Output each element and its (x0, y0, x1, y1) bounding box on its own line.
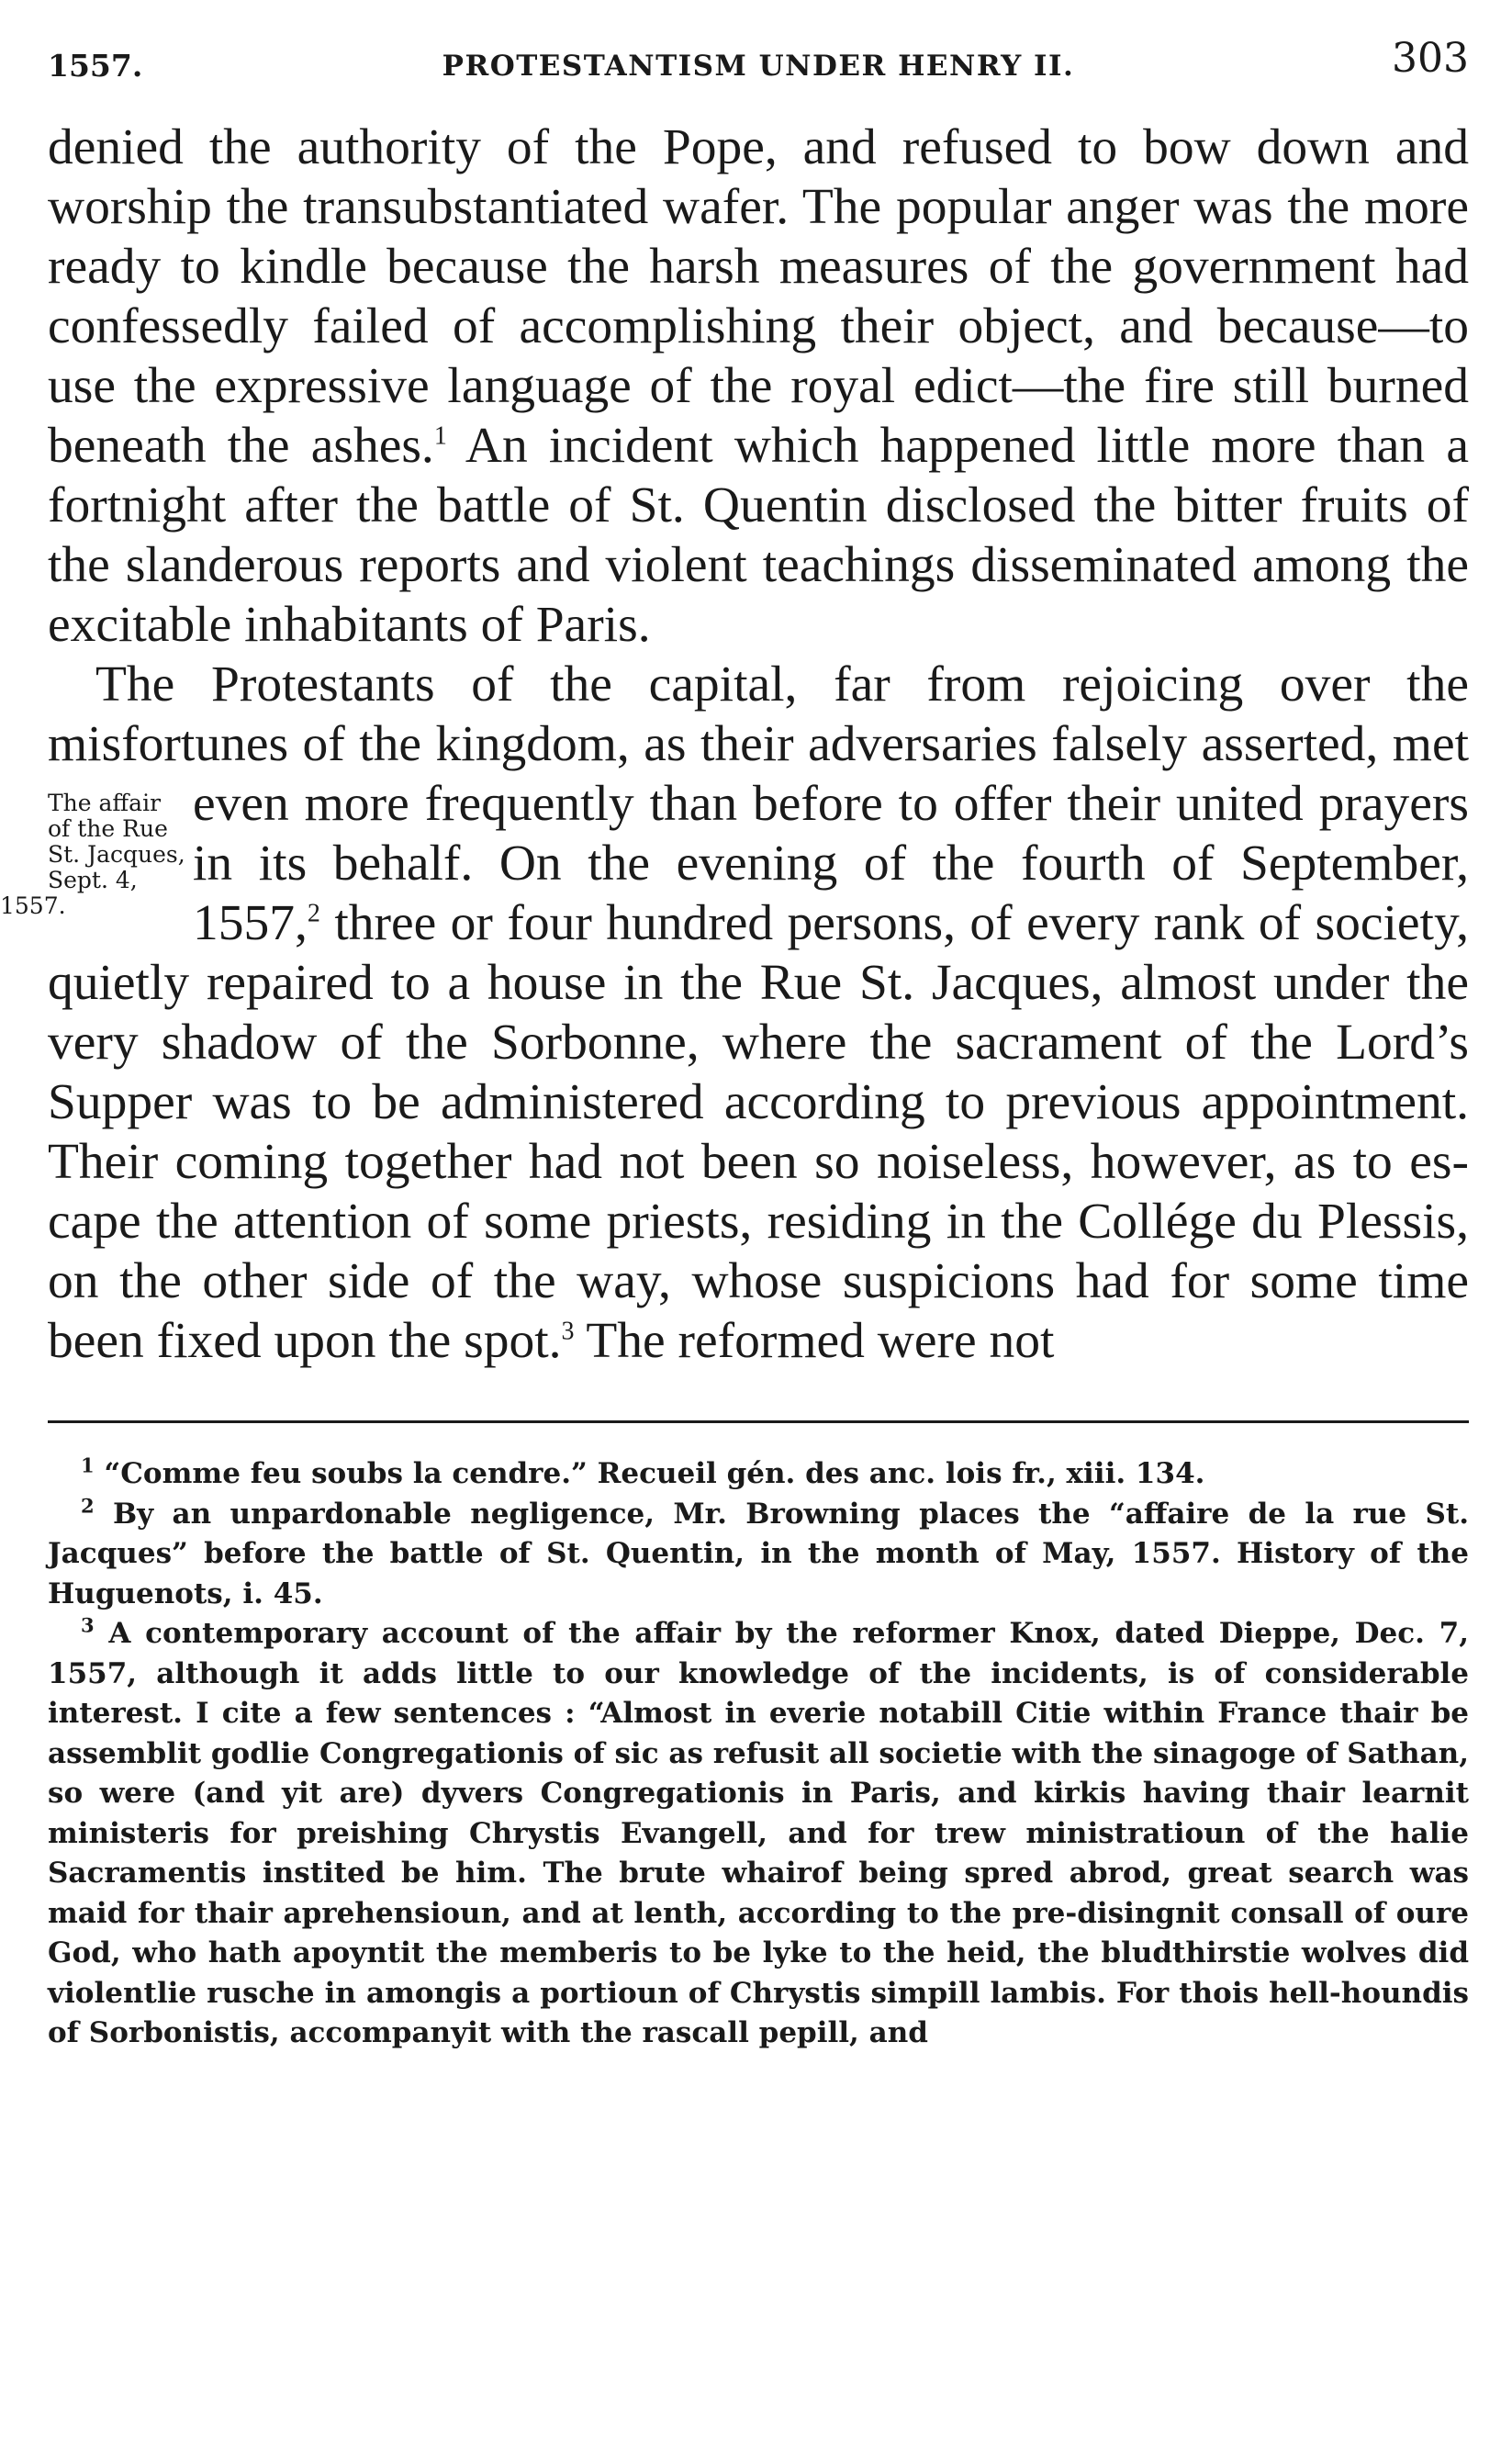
page-number: 303 (1392, 35, 1469, 82)
margin-note-line-2: of the Rue (48, 815, 168, 842)
book-page (0, 35, 1469, 2054)
running-head-title: PROTESTANTISM UNDER HENRY II. (442, 50, 1075, 83)
footnote-ref-1: 1 (433, 421, 447, 451)
running-head-year: 1557. (48, 48, 143, 84)
margin-note-line-1: The affair (48, 790, 162, 816)
paragraph-1 (48, 118, 1469, 655)
footnote-3-mark: 3 (81, 1613, 95, 1637)
footnotes (48, 1454, 1469, 2054)
margin-note (0, 774, 193, 953)
paragraph-2-text-a: The Protestants of the capital, far from rejoicing over the misfortunes of the kingdom, as their adversaries falsely asserted, met even more frequently than before to offer their united prayers in its behalf. On the evening of the fourth of September, 1557, (48, 656, 1469, 951)
main-text (0, 118, 1469, 1371)
footnote-ref-2: 2 (307, 899, 320, 928)
footnote-1 (48, 1454, 1469, 1495)
footnote-2-mark: 2 (81, 1494, 95, 1518)
paragraph-2-text-b: three or four hundred persons, of every rank of society, quietly repaired to a house in the Rue St. Jacques, almost under the very shadow of the Sorbonne, where the sacrament of the Lord’s Supper was to be administered according to previous appointment. Their coming together had not been so noiseless, however, as to escape the attention of some priests, residing in the Collége du Plessis, on the other side of the way, whose suspicions had for some time been fixed upon the spot. (48, 895, 1469, 1369)
footnote-1-text: “Comme feu soubs la cendre.” Recueil gén. des anc. lois fr., xiii. 134. (94, 1457, 1205, 1490)
footnote-2 (48, 1495, 1469, 1615)
margin-note-line-4: Sept. 4, 1557. (0, 867, 138, 919)
paragraph-1-text-b: An incident which happened little more than a fortnight after the battle of St. Quentin disclosed the bitter fruits of the slanderous reports and violent teachings disseminated among the excitable inhabitants of Paris. (48, 418, 1469, 653)
paragraph-1-text-a: denied the authority of the Pope, and refused to bow down and worship the transubstantiated wafer. The popular anger was the more ready to kindle because the harsh measures of the government had confessedly failed of accomplishing their object, and because—to use the expressive language of the royal edict—the fire still burned beneath the ashes. (48, 119, 1469, 474)
footnote-1-mark: 1 (81, 1453, 95, 1477)
margin-note-line-3: St. Jacques, (48, 841, 185, 868)
paragraph-2 (0, 655, 1469, 1371)
paragraph-2-text-c: The reformed were not (574, 1313, 1055, 1369)
footnote-2-text: By an unpardonable negligence, Mr. Browning places the “affaire de la rue St. Jacques” before the battle of St. Quentin, in the month of May, 1557. History of the Huguenots, i. 45. (48, 1497, 1469, 1610)
footnote-3 (48, 1614, 1469, 2054)
footnote-ref-3: 3 (561, 1317, 575, 1346)
footnote-rule (48, 1420, 1469, 1423)
running-head (48, 35, 1469, 88)
footnote-3-text: A contemporary account of the affair by the reformer Knox, dated Dieppe, Dec. 7, 1557, although it adds little to our knowledge of the incidents, is of considerable interest. I cite a few sentences : “Almost in everie notabill Citie within France thair be assemblit godlie Congregationis of sic as refusit all societie with the sinagoge of Sathan, so were (and yit are) dyvers Congregationis in Paris, and kirkis having thair learnit ministeris for preishing Chrystis Evangell, and for trew ministratioun of the halie Sacramentis instited be him. The brute whairof being spred abrod, great search was maid for thair aprehensioun, and at lenth, according to the pre-disingnit consall of oure God, who hath apoyntit the memberis to be lyke to the heid, the bludthirstie wolves did violentlie rusche in amongis a portioun of Chrystis simpill lambis. For thois hell-houndis of Sorbonistis, accompanyit with the rascall pepill, and (48, 1617, 1469, 2049)
